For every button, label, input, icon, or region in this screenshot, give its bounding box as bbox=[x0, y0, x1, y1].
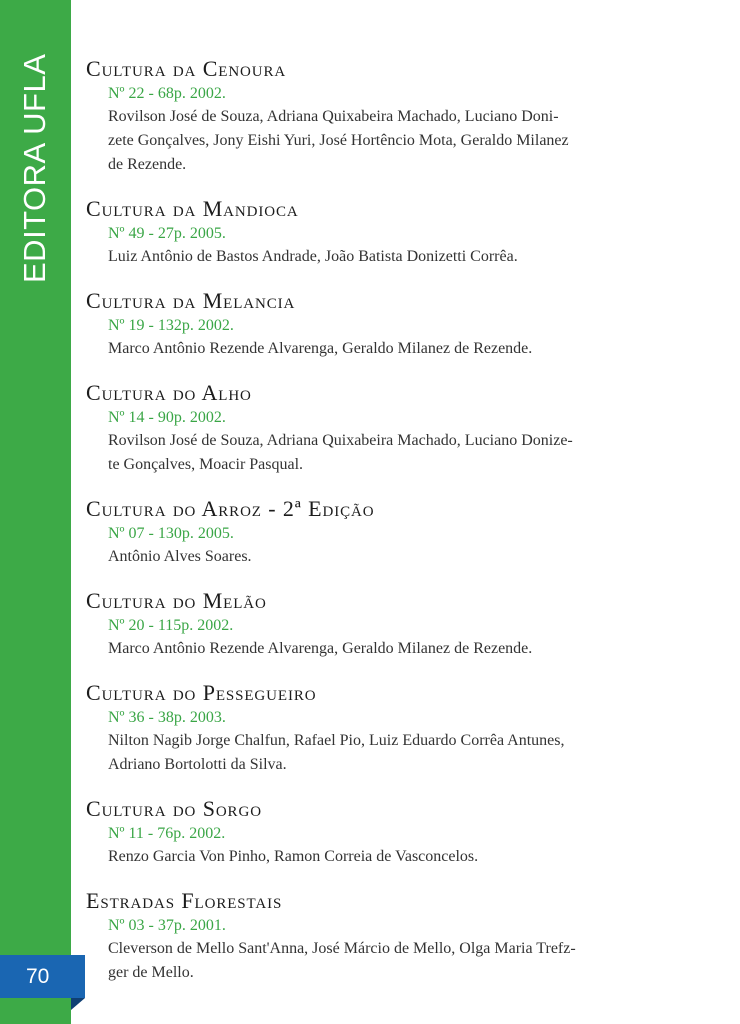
entry-title: Cultura do Sorgo bbox=[86, 796, 262, 821]
page-number: 70 bbox=[0, 955, 85, 998]
catalog-entry bbox=[86, 56, 688, 177]
entry-title: Cultura do Melão bbox=[86, 588, 267, 613]
entry-title: Cultura do Arroz - 2ª Edição bbox=[86, 496, 375, 521]
entry-meta: Nº 19 - 132p. 2002. bbox=[108, 317, 234, 334]
entry-meta: Nº 14 - 90p. 2002. bbox=[108, 409, 226, 426]
entry-authors: Marco Antônio Rezende Alvarenga, Geraldo Milanez de Rezende. bbox=[108, 640, 533, 657]
entry-meta: Nº 22 - 68p. 2002. bbox=[108, 85, 226, 102]
entry-title: Cultura da Cenoura bbox=[86, 56, 287, 81]
entry-title: Cultura da Mandioca bbox=[86, 196, 299, 221]
entry-title: Cultura do Alho bbox=[86, 380, 252, 405]
catalog-entry bbox=[86, 588, 688, 661]
entry-meta: Nº 36 - 38p. 2003. bbox=[108, 709, 226, 726]
entry-meta: Nº 07 - 130p. 2005. bbox=[108, 525, 234, 542]
entry-meta: Nº 20 - 115p. 2002. bbox=[108, 617, 234, 634]
catalog-entry bbox=[86, 496, 688, 569]
entry-title: Cultura da Melancia bbox=[86, 288, 296, 313]
entry-authors: Luiz Antônio de Bastos Andrade, João Batista Donizetti Corrêa. bbox=[108, 248, 518, 265]
entry-authors: Renzo Garcia Von Pinho, Ramon Correia de Vasconcelos. bbox=[108, 848, 479, 865]
catalog-entry bbox=[86, 680, 688, 777]
entry-meta: Nº 03 - 37p. 2001. bbox=[108, 917, 226, 934]
catalog-entry bbox=[86, 796, 688, 869]
entry-authors: Rovilson José de Souza, Adriana Quixabeira Machado, Luciano Doni- zete Gonçalves, Jony Eishi Yuri, José Hortêncio Mota, Geraldo Milanez de Rezende. bbox=[108, 108, 569, 173]
catalog-entry bbox=[86, 288, 688, 361]
entry-title: Estradas Florestais bbox=[86, 888, 283, 913]
catalog-entry bbox=[86, 380, 688, 477]
entry-authors: Marco Antônio Rezende Alvarenga, Geraldo Milanez de Rezende. bbox=[108, 340, 533, 357]
sidebar bbox=[0, 0, 71, 1024]
catalog-entry bbox=[86, 888, 688, 985]
entry-title: Cultura do Pessegueiro bbox=[86, 680, 317, 705]
entry-authors: Nilton Nagib Jorge Chalfun, Rafael Pio, Luiz Eduardo Corrêa Antunes, Adriano Bortolotti da Silva. bbox=[108, 732, 565, 773]
publisher-name: EDITORA UFLA bbox=[17, 53, 52, 283]
entry-meta: Nº 49 - 27p. 2005. bbox=[108, 225, 226, 242]
entry-authors: Cleverson de Mello Sant'Anna, José Márcio de Mello, Olga Maria Trefz- ger de Mello. bbox=[108, 940, 576, 981]
entry-authors: Rovilson José de Souza, Adriana Quixabeira Machado, Luciano Donize- te Gonçalves, Moacir Pasqual. bbox=[108, 432, 573, 473]
catalog-list bbox=[86, 56, 688, 1004]
entry-meta: Nº 11 - 76p. 2002. bbox=[108, 825, 226, 842]
entry-authors: Antônio Alves Soares. bbox=[108, 548, 252, 565]
page-number-fold bbox=[71, 998, 85, 1010]
catalog-entry bbox=[86, 196, 688, 269]
